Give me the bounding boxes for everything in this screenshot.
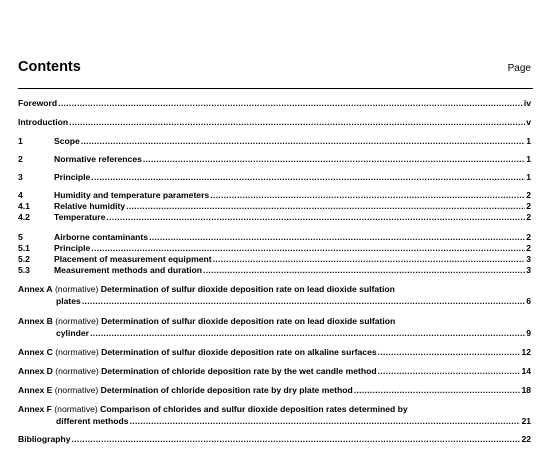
annex-title: Determination of sulfur dioxide deposition rate on lead dioxide sulfation xyxy=(100,284,395,294)
toc-entry-principle-5-1[interactable] xyxy=(18,243,531,254)
toc-entry-page: 1 xyxy=(526,154,531,164)
annex-type: (normative) xyxy=(54,404,98,414)
toc-entry-page: 18 xyxy=(521,385,531,395)
toc-entry-title: Principle xyxy=(54,172,91,182)
toc-entry-number: 2 xyxy=(18,154,23,164)
toc-entry-page: 1 xyxy=(526,136,531,146)
toc-entry-measurement-methods[interactable] xyxy=(18,265,531,276)
toc-entry-introduction[interactable] xyxy=(18,117,531,128)
dot-leader xyxy=(130,416,521,427)
toc-entry-page: v xyxy=(526,117,531,127)
toc-entry-page: 6 xyxy=(526,296,531,306)
toc-entry-principle[interactable] xyxy=(18,172,531,183)
annex-label: Annex B xyxy=(18,316,53,326)
toc-entry-title: Placement of measurement equipment xyxy=(54,254,212,264)
toc-entry-temperature[interactable] xyxy=(18,212,531,223)
annex-title: Determination of chloride deposition rate by dry plate method xyxy=(100,385,353,395)
toc-entry-airborne-contaminants[interactable] xyxy=(18,232,531,243)
dot-leader xyxy=(58,98,523,109)
dot-leader xyxy=(378,366,521,377)
dot-leader xyxy=(106,212,525,223)
dot-leader xyxy=(203,265,525,276)
toc-entry-title: Introduction xyxy=(18,117,69,127)
dot-leader xyxy=(82,296,525,307)
toc-entry-page: 3 xyxy=(526,265,531,275)
annex-label: Annex A xyxy=(18,284,53,294)
toc-entry-number: 5.2 xyxy=(18,254,30,264)
annex-label: Annex C xyxy=(18,347,53,357)
toc-annex-e[interactable] xyxy=(18,385,531,396)
dot-leader xyxy=(354,385,521,396)
annex-label: Annex E xyxy=(18,385,53,395)
toc-entry-title: Bibliography xyxy=(18,434,71,444)
annex-title: Determination of sulfur dioxide deposition rate on alkaline surfaces xyxy=(101,347,377,357)
toc-entry-page: 22 xyxy=(521,434,531,444)
toc-entry-page: 2 xyxy=(526,232,531,242)
toc-entry-page: 2 xyxy=(526,190,531,200)
toc-entry-page: 9 xyxy=(526,328,531,338)
toc-entry-scope[interactable] xyxy=(18,136,531,147)
toc-entry-title: Airborne contaminants xyxy=(54,232,149,242)
page-column-label: Page xyxy=(507,63,531,74)
toc-annex-a[interactable] xyxy=(18,284,531,295)
toc-annex-f[interactable] xyxy=(18,404,531,415)
toc-entry-page: 14 xyxy=(521,366,531,376)
dot-leader xyxy=(91,172,525,183)
toc-entry-page: 2 xyxy=(526,201,531,211)
toc-entry-title: Humidity and temperature parameters xyxy=(54,190,210,200)
annex-title-continued: different methods xyxy=(56,416,129,426)
toc-entry-page: iv xyxy=(523,98,531,108)
dot-leader xyxy=(69,117,525,128)
toc-entry-title: Normative references xyxy=(54,154,142,164)
toc-entry-normative-references[interactable] xyxy=(18,154,531,165)
dot-leader xyxy=(91,243,525,254)
toc-entry-title: Relative humidity xyxy=(54,201,126,211)
toc-entry-title: Scope xyxy=(54,136,80,146)
toc-entry-number: 3 xyxy=(18,172,23,182)
toc-entry-number: 5 xyxy=(18,232,23,242)
toc-entry-relative-humidity[interactable] xyxy=(18,201,531,212)
header-rule xyxy=(18,88,533,89)
annex-type: (normative) xyxy=(55,366,99,376)
dot-leader xyxy=(378,347,521,358)
toc-annex-f-continuation[interactable] xyxy=(56,416,531,427)
dot-leader xyxy=(210,190,525,201)
toc-entry-title: Principle xyxy=(54,243,91,253)
annex-type: (normative) xyxy=(55,316,99,326)
toc-entry-page: 21 xyxy=(521,416,531,426)
toc-entry-foreword[interactable] xyxy=(18,98,531,109)
annex-label: Annex F xyxy=(18,404,52,414)
toc-annex-b-continuation[interactable] xyxy=(56,328,531,339)
toc-annex-d[interactable] xyxy=(18,366,531,377)
toc-entry-bibliography[interactable] xyxy=(18,434,531,445)
dot-leader xyxy=(90,328,525,339)
toc-entry-title: Measurement methods and duration xyxy=(54,265,203,275)
annex-title-continued: plates xyxy=(56,296,81,306)
annex-title: Determination of chloride deposition rate by the wet candle method xyxy=(101,366,377,376)
toc-entry-title: Temperature xyxy=(54,212,106,222)
dot-leader xyxy=(143,154,525,165)
toc-entry-placement[interactable] xyxy=(18,254,531,265)
toc-annex-b[interactable] xyxy=(18,316,531,327)
annex-type: (normative) xyxy=(54,284,99,294)
toc-entry-page: 1 xyxy=(526,172,531,182)
dot-leader xyxy=(81,136,525,147)
toc-entry-page: 2 xyxy=(526,212,531,222)
toc-entry-number: 4.2 xyxy=(18,212,30,222)
toc-annex-c[interactable] xyxy=(18,347,531,358)
toc-entry-number: 4.1 xyxy=(18,201,30,211)
annex-type: (normative) xyxy=(55,347,99,357)
dot-leader xyxy=(72,434,521,445)
toc-entry-page: 2 xyxy=(526,243,531,253)
toc-entry-humidity-temperature[interactable] xyxy=(18,190,531,201)
toc-entry-number: 5.1 xyxy=(18,243,30,253)
toc-entry-page: 3 xyxy=(526,254,531,264)
annex-label: Annex D xyxy=(18,366,53,376)
annex-type: (normative) xyxy=(54,385,99,395)
toc-annex-a-continuation[interactable] xyxy=(56,296,531,307)
toc-entry-number: 4 xyxy=(18,190,23,200)
dot-leader xyxy=(126,201,525,212)
dot-leader xyxy=(213,254,526,265)
toc-entry-number: 5.3 xyxy=(18,265,30,275)
toc-entry-title: Foreword xyxy=(18,98,58,108)
annex-title-continued: cylinder xyxy=(56,328,89,338)
toc-entry-number: 1 xyxy=(18,136,23,146)
annex-title: Determination of sulfur dioxide deposition rate on lead dioxide sulfation xyxy=(101,316,396,326)
dot-leader xyxy=(149,232,525,243)
toc-entry-page: 12 xyxy=(521,347,531,357)
page-title: Contents xyxy=(18,59,81,75)
annex-title: Comparison of chlorides and sulfur dioxide deposition rates determined by xyxy=(100,404,408,414)
